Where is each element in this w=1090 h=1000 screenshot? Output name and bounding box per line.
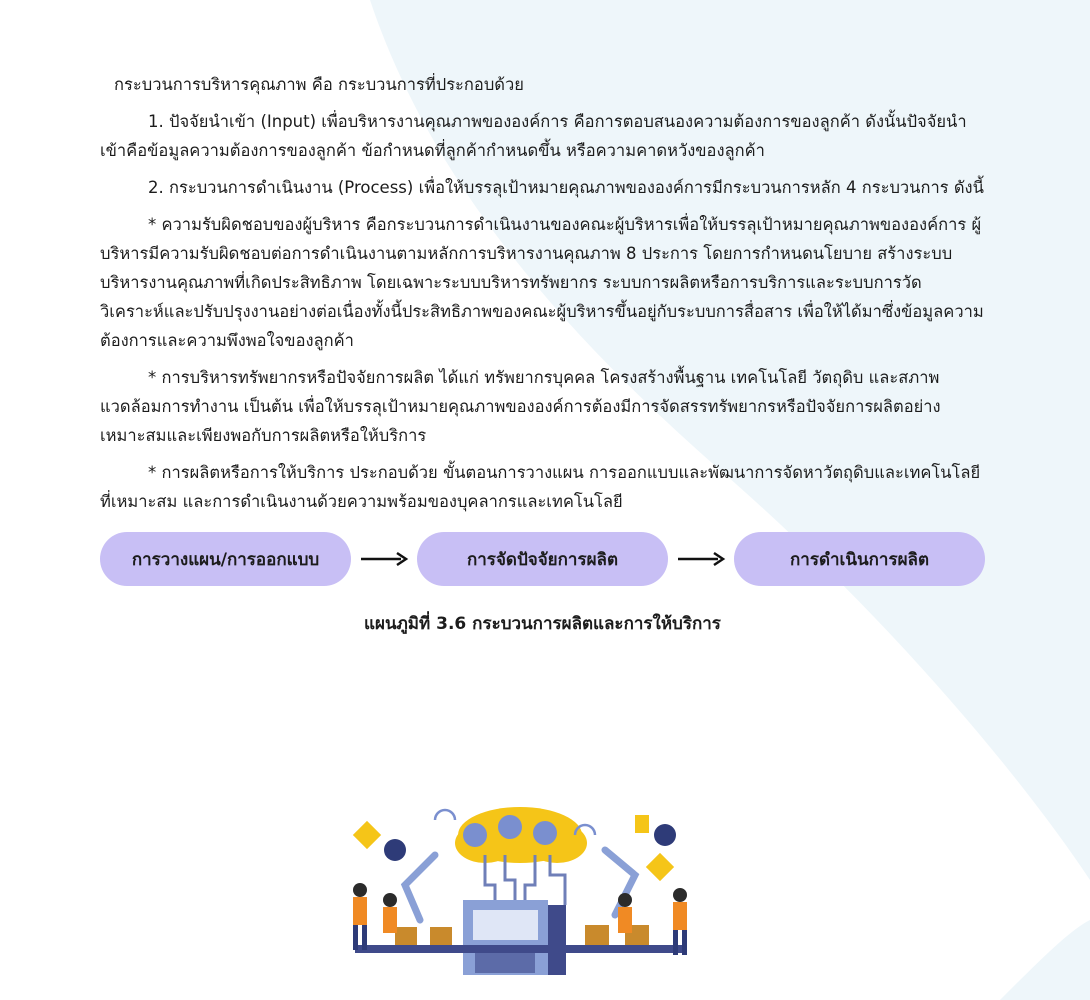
paragraph-process: 2. กระบวนการดำเนินงาน (Process) เพื่อให้บรรลุเป้าหมายคุณภาพขององค์การมีกระบวนการหลัก 4 กระบวนการ ดังนี้ xyxy=(148,178,984,197)
intro-text: กระบวนการบริหารคุณภาพ คือ กระบวนการที่ประกอบด้วย xyxy=(114,75,524,94)
paragraph-input: 1. ปัจจัยนำเข้า (Input) เพื่อบริหารงานคุณภาพขององค์การ คือการตอบสนองความต้องการของลูกค้า ดังนั้นปัจจัยนำเข้าคือข้อมูลความต้องการของลูกค้า ข้อกำหนดที่ลูกค้ากำหนดขึ้น หรือความคาดหวังของลูกค้า xyxy=(100,112,967,160)
paragraph-production: * การผลิตหรือการให้บริการ ประกอบด้วย ขั้นตอนการวางแผน การออกแบบและพัฒนาการจัดหาวัตถุดิบและเทคโนโลยีที่เหมาะสม และการดำเนินงานด้วยความพร้อมของบุคลากรและเทคโนโลยี xyxy=(100,463,981,511)
process-flow-diagram xyxy=(100,532,985,586)
factory-illustration xyxy=(335,795,705,975)
flow-step-planning: การวางแผน/การออกแบบ xyxy=(100,532,351,586)
document-body xyxy=(100,70,985,637)
arrow-right-icon xyxy=(351,551,417,567)
figure-caption: แผนภูมิที่ 3.6 กระบวนการผลิตและการให้บริการ xyxy=(364,614,721,634)
arrow-right-icon xyxy=(668,551,734,567)
paragraph-resources: * การบริหารทรัพยากรหรือปัจจัยการผลิต ได้แก่ ทรัพยากรบุคคล โครงสร้างพื้นฐาน เทคโนโลยี วัตถุดิบ และสภาพแวดล้อมการทำงาน เป็นต้น เพื่อให้บรรลุเป้าหมายคุณภาพขององค์การต้องมีการจัดสรรทรัพยากรหรือปัจจัยการผลิตอย่างเหมาะสมและเพียงพอกับการผลิตหรือให้บริการ xyxy=(100,368,941,445)
flow-step-resources: การจัดปัจจัยการผลิต xyxy=(417,532,668,586)
flow-step-production: การดำเนินการผลิต xyxy=(734,532,985,586)
paragraph-management: * ความรับผิดชอบของผู้บริหาร คือกระบวนการดำเนินงานของคณะผู้บริหารเพื่อให้บรรลุเป้าหมายคุณภาพขององค์การ ผู้บริหารมีความรับผิดชอบต่อการดำเนินงานตามหลักการบริหารงานคุณภาพ 8 ประการ โดยการกำหนดนโยบาย สร้างระบบบริหารงานคุณภาพที่เกิดประสิทธิภาพ โดยเฉพาะระบบบริหารทรัพยากร ระบบการผลิตหรือการบริการและระบบการวัด วิเคราะห์และปรับปรุงงานอย่างต่อเนื่องทั้งนี้ประสิทธิภาพของคณะผู้บริหารขึ้นอยู่กับระบบการสื่อสาร เพื่อให้ได้มาซึ่งข้อมูลความต้องการและความพึงพอใจของลูกค้า xyxy=(100,215,984,350)
